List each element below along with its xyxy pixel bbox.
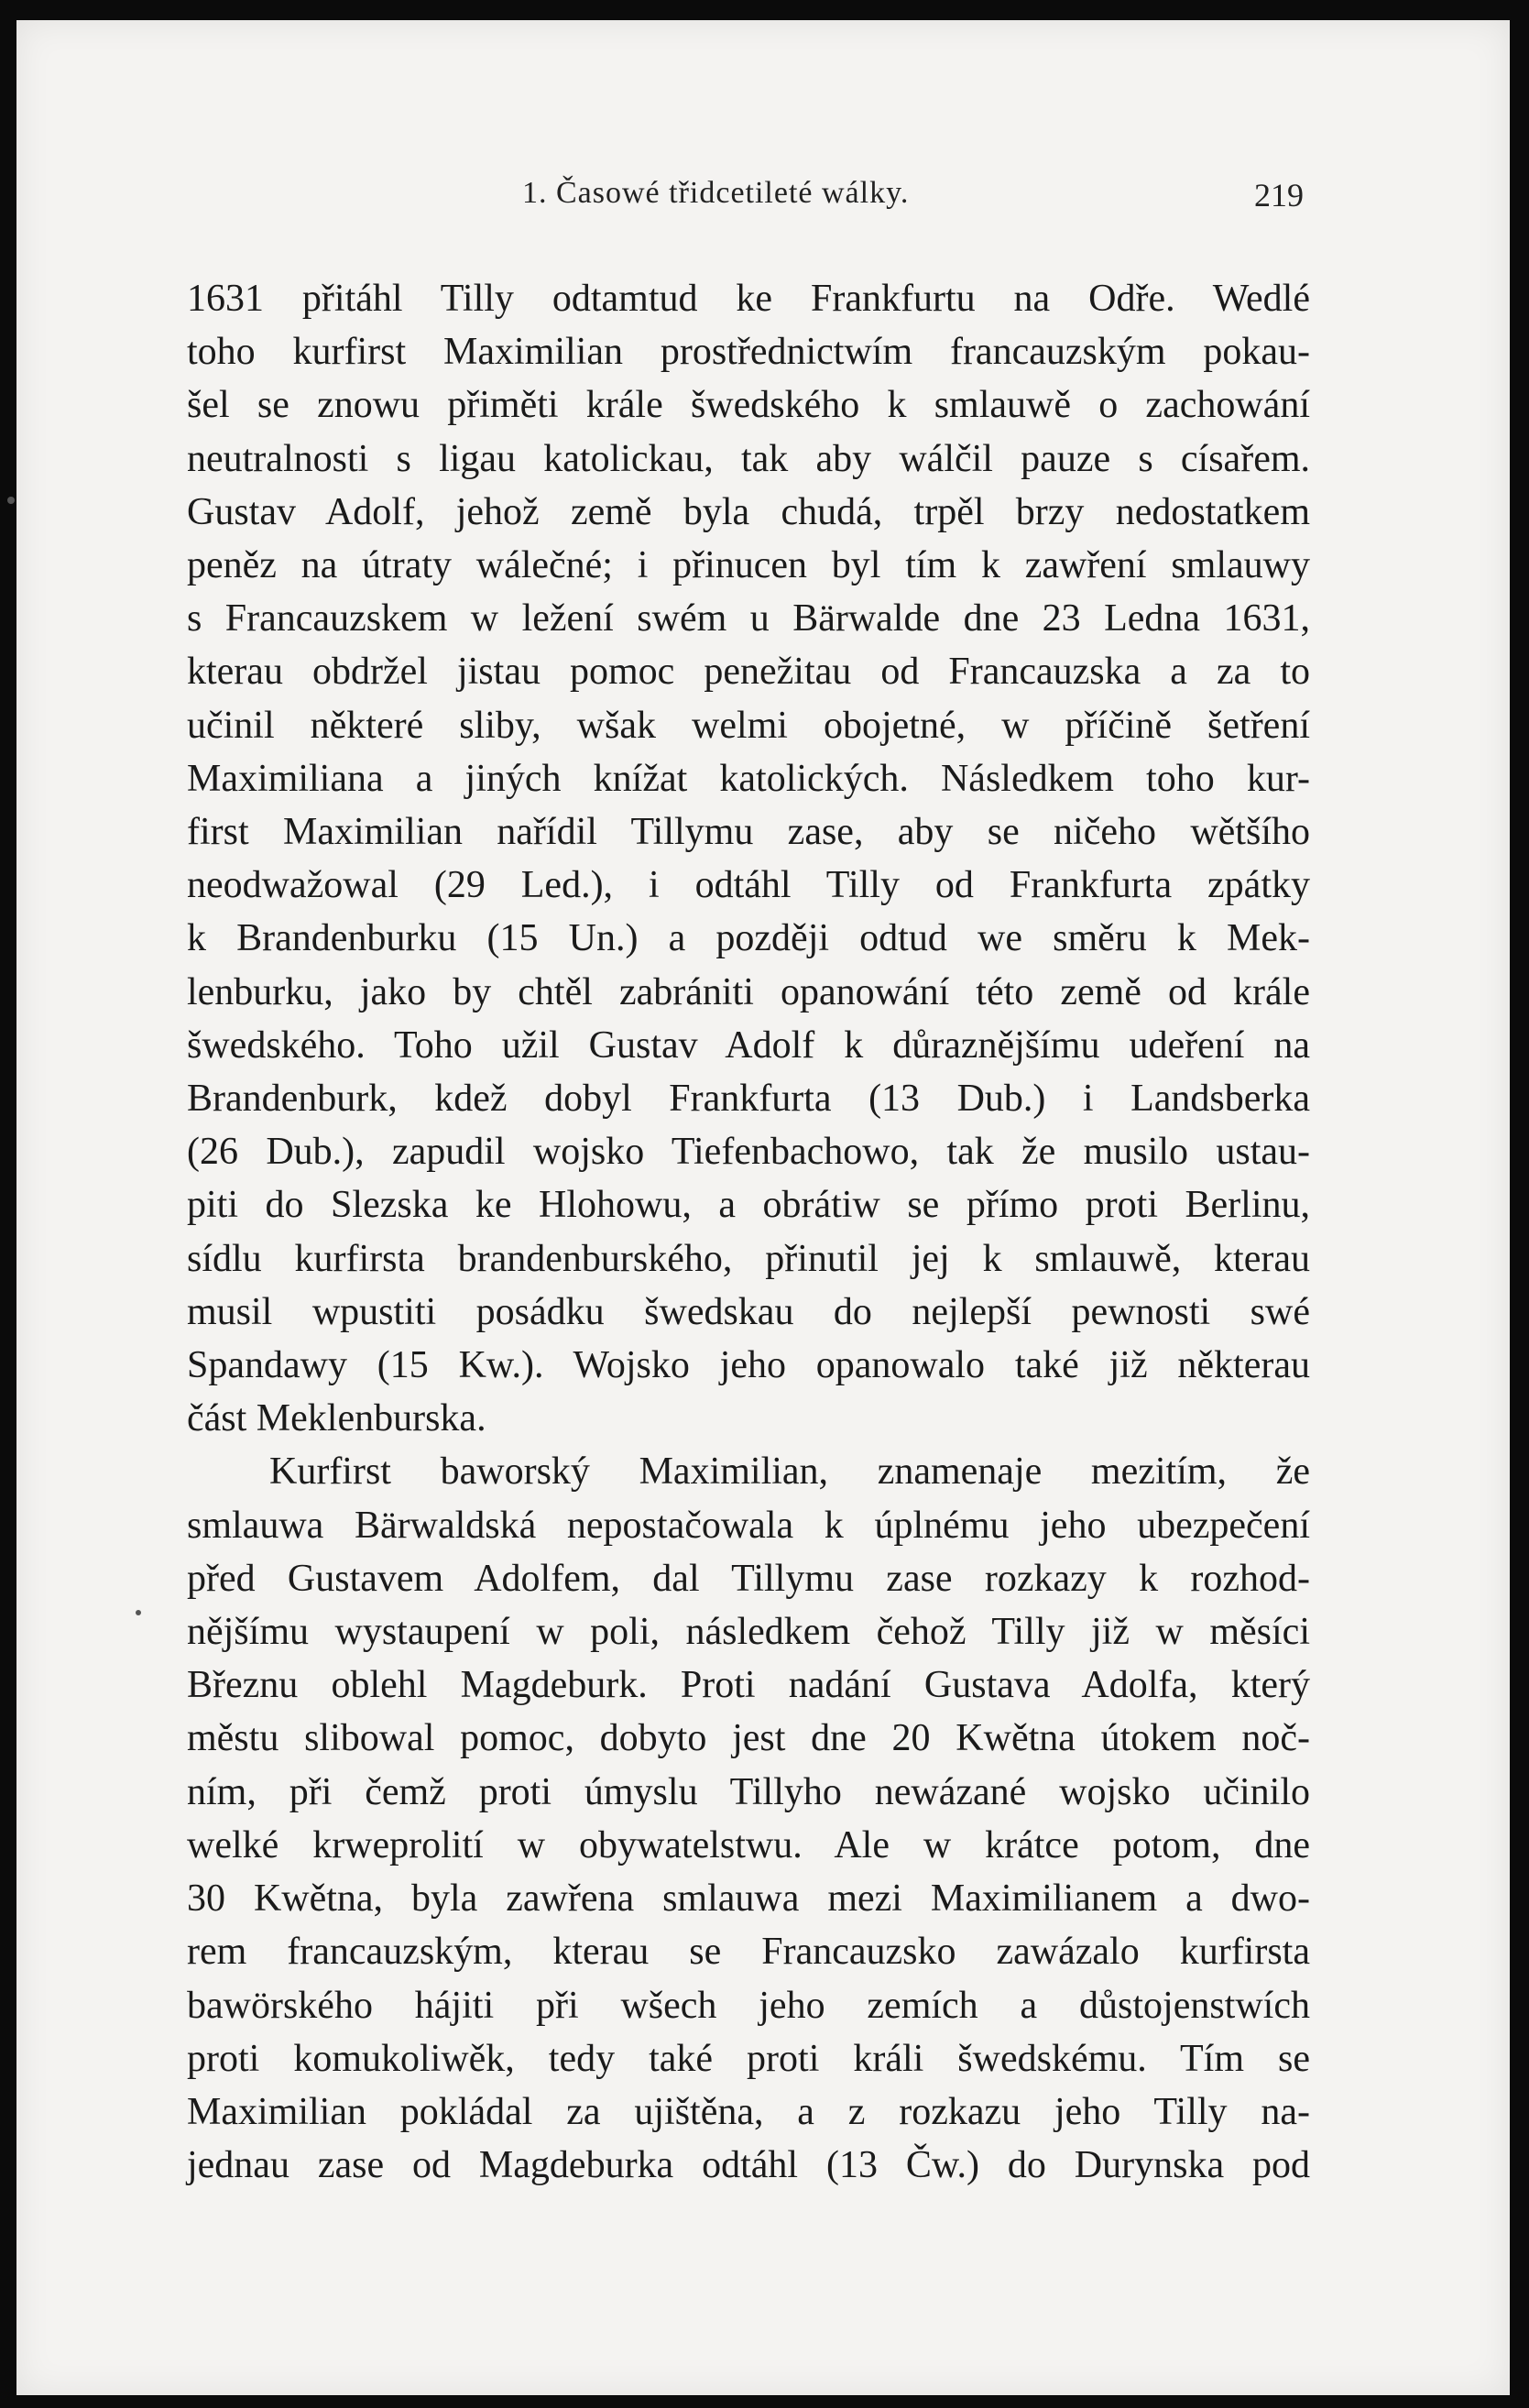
text-line: nějšímu wystaupení w poli, následkem čehož Tilly již w měsíci [187,1611,1310,1654]
text-line: first Maximilian nařídil Tillymu zase, aby se ničeho wětšího [187,811,1310,854]
text-line: Březnu oblehl Magdeburk. Proti nadání Gustava Adolfa, který [187,1664,1310,1707]
text-line: peněz na útraty wálečné; i přinucen byl tím k zawření smlauwy [187,544,1310,587]
text-line: musil wpustiti posádku šwedskau do nejlepší pewnosti swé [187,1290,1310,1333]
text-line: smlauwa Bärwaldská nepostačowala k úplnému jeho ubezpečení [187,1504,1310,1547]
text-line: Gustav Adolf, jehož země byla chudá, trpěl brzy nedostatkem [187,490,1310,533]
text-line: rem francauzským, kterau se Francauzsko zawázalo kurfirsta [187,1931,1310,1974]
text-line: část Meklenburska. [187,1397,486,1440]
text-line: toho kurfirst Maximilian prostřednictwím francauzským pokau- [187,331,1310,374]
running-title: 1. Časowé třidcetileté wálky. [522,176,910,210]
text-line: jednau zase od Magdeburka odtáhl (13 Čw.) do Durynska pod [187,2144,1310,2187]
text-line: welké krweprolití w obywatelstwu. Ale w krátce potom, dne [187,1823,1310,1866]
text-line: neodwažowal (29 Led.), i odtáhl Tilly od Frankfurta zpátky [187,864,1310,907]
margin-mark [136,1610,141,1615]
text-line: učinil některé sliby, wšak welmi obojetné, w příčině šetření [187,704,1310,747]
text-line: Maximilian pokládal za ujištěna, a z rozkazu jeho Tilly na- [187,2090,1310,2133]
page-number: 219 [1254,177,1304,213]
text-line: (26 Dub.), zapudil wojsko Tiefenbachowo, tak že musilo ustau- [187,1131,1310,1174]
text-line: lenburku, jako by chtěl zabrániti opanowání této země od krále [187,970,1310,1013]
text-line: šel se znowu přiměti krále šwedského k smlauwě o zachowání [187,384,1310,427]
text-line: Brandenburk, kdež dobyl Frankfurta (13 Dub.) i Landsberka [187,1078,1310,1121]
text-line: 30 Kwětna, byla zawřena smlauwa mezi Maximilianem a dwo- [187,1877,1310,1921]
body-text [187,272,1310,2192]
page-header [16,176,1510,240]
paragraph-1 [187,272,1310,1445]
text-line: bawörského hájiti při wšech jeho zemích a důstojenstwích [187,1984,1310,2027]
text-line: k Brandenburku (15 Un.) a později odtud we směru k Mek- [187,917,1310,960]
margin-mark [7,497,15,504]
text-line: šwedského. Toho užil Gustav Adolf k důraznějšímu udeření na [187,1023,1310,1067]
text-line: před Gustavem Adolfem, dal Tillymu zase rozkazy k rozhod- [187,1557,1310,1600]
text-line: neutralnosti s ligau katolickau, tak aby wálčil pauze s císařem. [187,437,1310,480]
text-line: ním, při čemž proti úmyslu Tillyho newázané wojsko učinilo [187,1770,1310,1813]
text-line: sídlu kurfirsta brandenburského, přinutil jej k smlauwě, kterau [187,1237,1310,1280]
text-line: Maximiliana a jiných knížat katolických. Následkem toho kur- [187,757,1310,800]
text-line: s Francauzskem w ležení swém u Bärwalde dne 23 Ledna 1631, [187,597,1310,640]
text-line: 1631 přitáhl Tilly odtamtud ke Frankfurtu na Odře. Wedlé [187,278,1310,320]
text-line: piti do Slezska ke Hlohowu, a obrátiw se přímo proti Berlinu, [187,1184,1310,1227]
paragraph-2 [187,1445,1310,2192]
text-line: proti komukoliwěk, tedy také proti králi šwedskému. Tím se [187,2037,1310,2080]
text-line: kterau obdržel jistau pomoc penežitau od Francauzska a za to [187,651,1310,694]
text-line: Kurfirst baworský Maximilian, znamenaje mezitím, že [269,1450,1310,1494]
text-line: Spandawy (15 Kw.). Wojsko jeho opanowalo také již některau [187,1344,1310,1387]
text-line: městu slibowal pomoc, dobyto jest dne 20 Kwětna útokem noč- [187,1717,1310,1760]
book-page [16,20,1510,2395]
